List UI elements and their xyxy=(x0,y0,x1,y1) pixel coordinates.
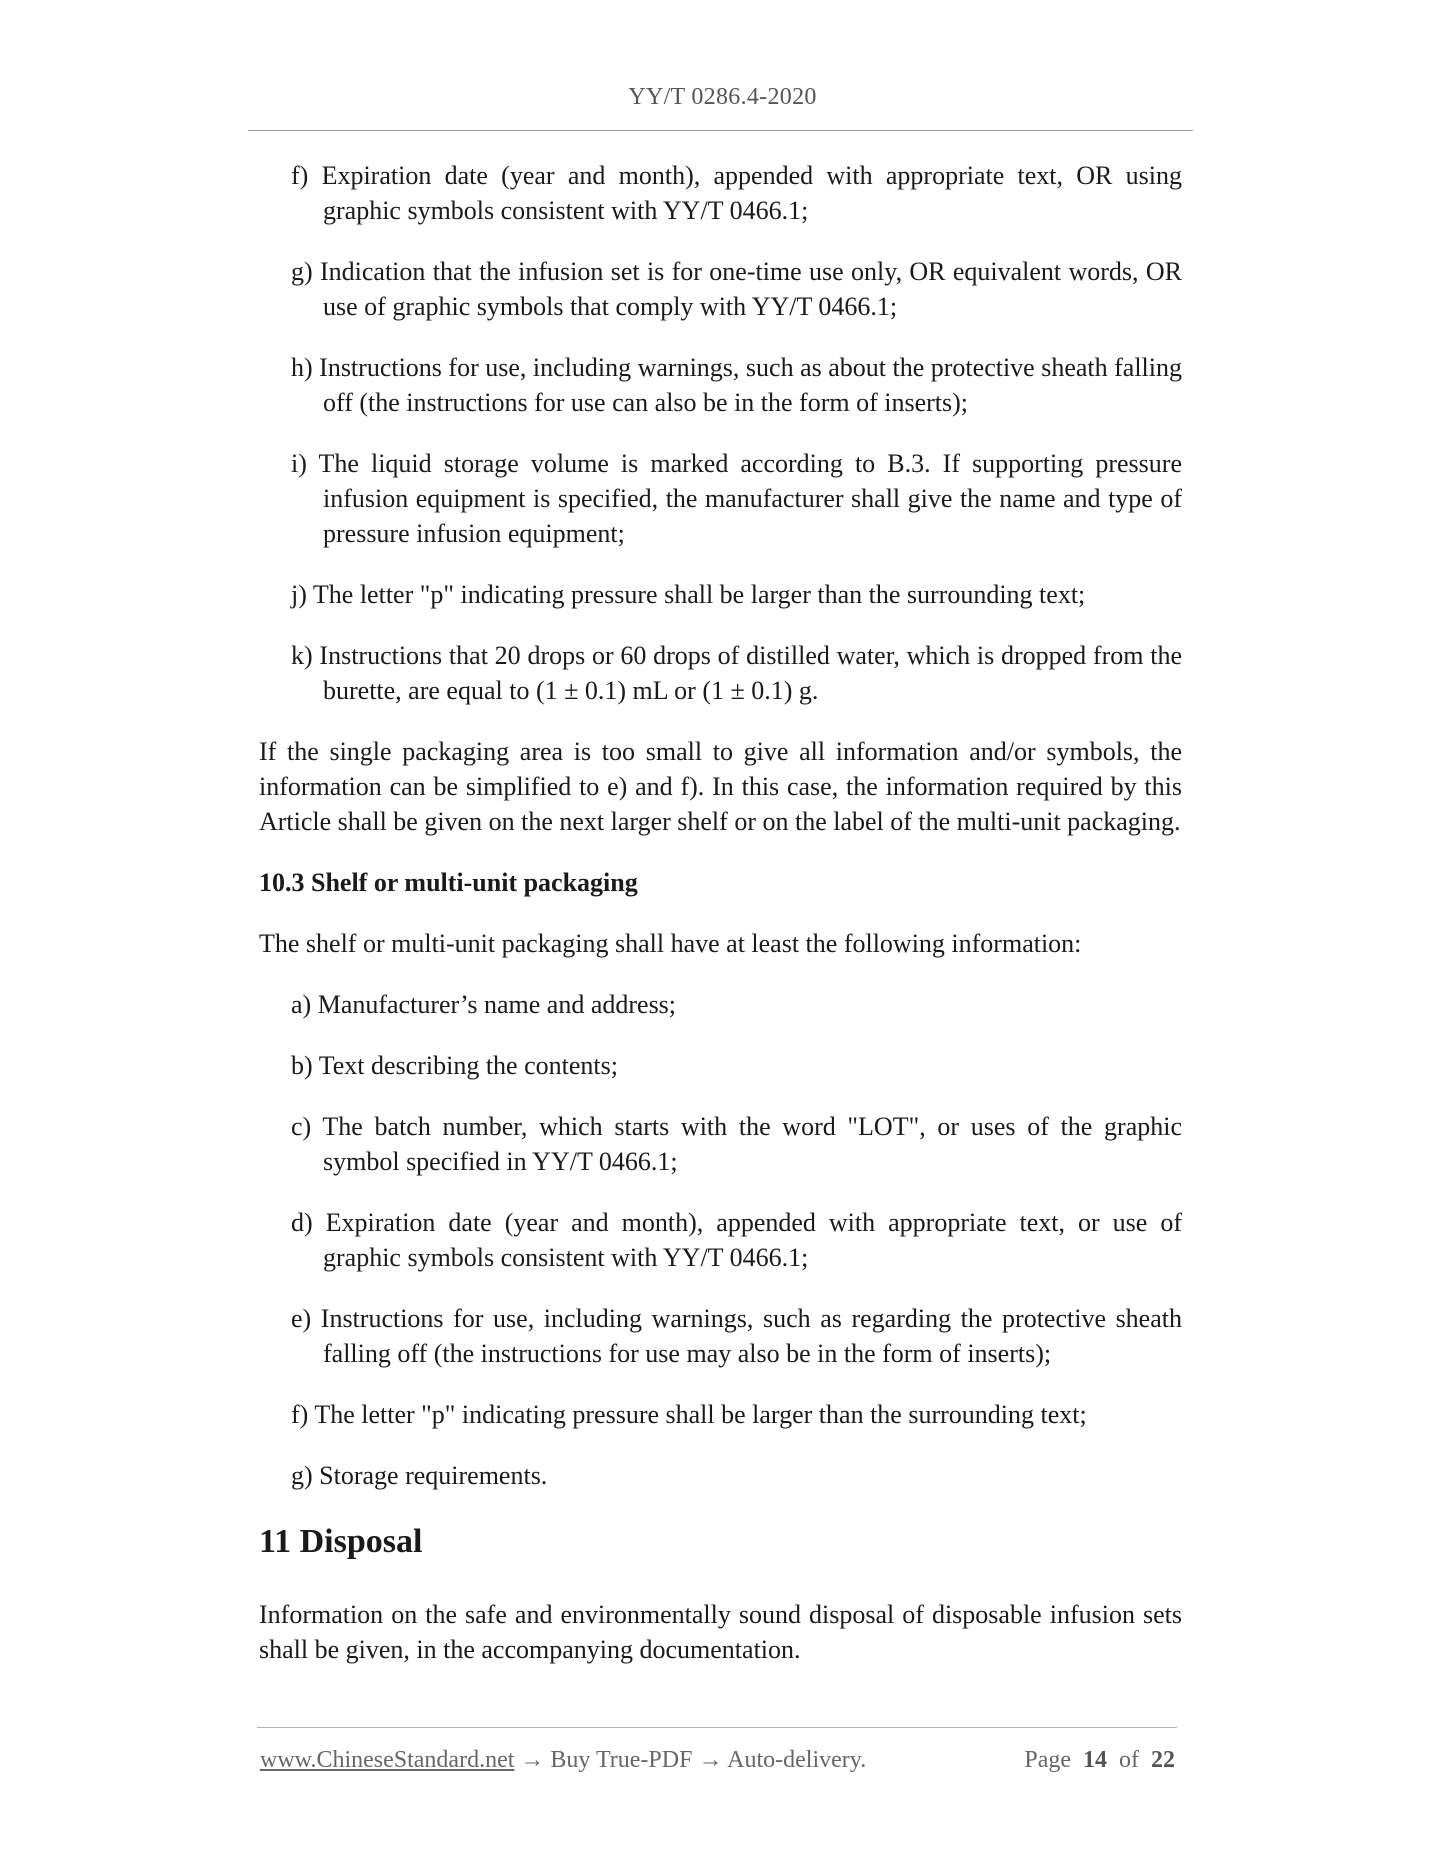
paragraph-simplification: If the single packaging area is too small to give all information and/or symbols, the information can be simplified to e) and f). In this case, the information required by this Article shall be given on the next larger shelf or on the label of the multi-unit packaging. xyxy=(259,737,1182,836)
list-item: k) Instructions that 20 drops or 60 drops of distilled water, which is dropped from the burette, are equal to (1 ± 0.1) mL or (1 ± 0.1) g. xyxy=(291,641,1182,705)
document-body xyxy=(259,158,1182,1693)
buy-pdf-text: Buy True-PDF xyxy=(550,1747,693,1773)
page-header: YY/T 0286.4-2020 xyxy=(628,84,817,110)
list-item: d) Expiration date (year and month), appended with appropriate text, or use of graphic symbols consistent with YY/T 0466.1; xyxy=(291,1208,1182,1272)
list-item: f) The letter "p" indicating pressure shall be larger than the surrounding text; xyxy=(291,1400,1087,1429)
list-item: b) Text describing the contents; xyxy=(291,1051,618,1080)
footer-divider xyxy=(257,1727,1177,1728)
list-item: e) Instructions for use, including warnings, such as regarding the protective sheath falling off (the instructions for use may also be in the form of inserts); xyxy=(291,1304,1182,1368)
section-11-heading: 11 Disposal xyxy=(259,1523,423,1560)
list-item: h) Instructions for use, including warnings, such as about the protective sheath falling off (the instructions for use can also be in the form of inserts); xyxy=(291,353,1183,417)
list-item: a) Manufacturer’s name and address; xyxy=(291,990,677,1019)
page-number xyxy=(1024,1747,1175,1774)
header-divider xyxy=(248,130,1193,131)
list-item: g) Indication that the infusion set is for one-time use only, OR equivalent words, OR use of graphic symbols that comply with YY/T 0466.1; xyxy=(291,257,1182,321)
current-page: 14 xyxy=(1083,1747,1107,1773)
page-label: Page xyxy=(1024,1747,1071,1773)
total-pages: 22 xyxy=(1151,1747,1175,1773)
of-label: of xyxy=(1119,1747,1139,1773)
auto-delivery-text: Auto-delivery. xyxy=(727,1747,867,1773)
site-link[interactable]: www.ChineseStandard.net xyxy=(260,1747,515,1773)
list-item: c) The batch number, which starts with the word "LOT", or uses of the graphic symbol specified in YY/T 0466.1; xyxy=(291,1112,1182,1176)
section-10-3-intro: The shelf or multi-unit packaging shall have at least the following information: xyxy=(259,929,1082,958)
section-10-3-heading: 10.3 Shelf or multi-unit packaging xyxy=(259,868,638,897)
list-item: i) The liquid storage volume is marked according to B.3. If supporting pressure infusion equipment is specified, the manufacturer shall give the name and type of pressure infusion equipment; xyxy=(291,449,1182,548)
list-item: g) Storage requirements. xyxy=(291,1461,548,1490)
arrow-right-icon: → xyxy=(520,1747,545,1773)
list-item: f) Expiration date (year and month), appended with appropriate text, OR using graphic symbols consistent with YY/T 0466.1; xyxy=(291,161,1182,225)
arrow-right-icon: → xyxy=(698,1747,723,1773)
list-item: j) The letter "p" indicating pressure shall be larger than the surrounding text; xyxy=(291,580,1086,609)
footer-links xyxy=(260,1747,866,1774)
section-11-text: Information on the safe and environmentally sound disposal of disposable infusion sets shall be given, in the accompanying documentation. xyxy=(259,1600,1182,1664)
